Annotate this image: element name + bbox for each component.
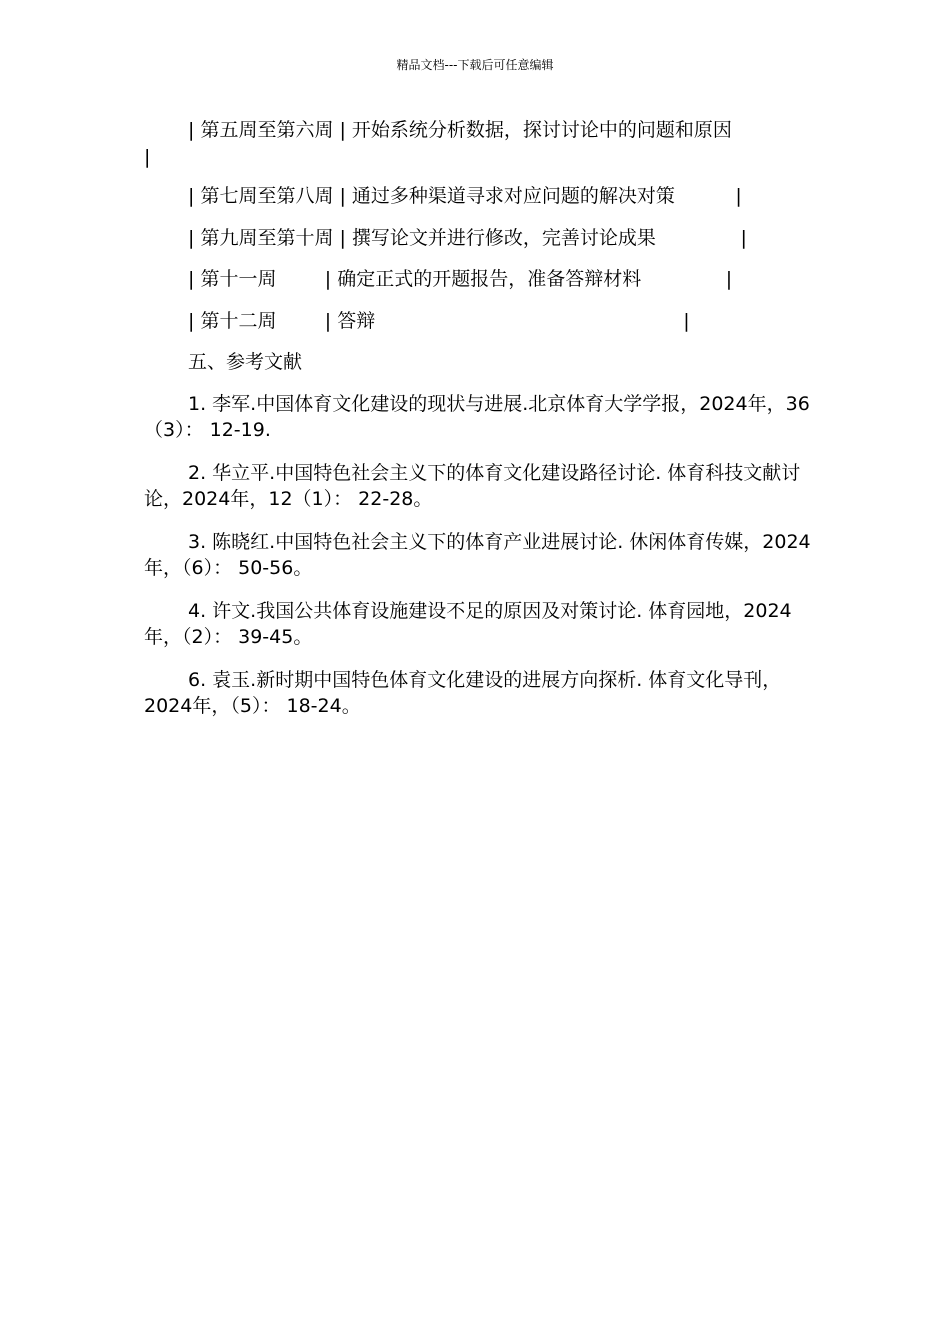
reference-text: 3. 陈晓红.中国特色社会主义下的体育产业进展讨论. 休闲体育传媒，2024年，（6）： 50-56。 xyxy=(144,531,811,579)
reference-item xyxy=(144,460,812,512)
reference-text: 2. 华立平.中国特色社会主义下的体育文化建设路径讨论. 体育科技文献讨论，2024年，12（1）： 22-28。 xyxy=(144,462,801,510)
reference-text: 6. 袁玉.新时期中国特色体育文化建设的进展方向探析. 体育文化导刊，2024年，（5）： 18-24。 xyxy=(144,669,782,717)
reference-text: 4. 许文.我国公共体育设施建设不足的原因及对策讨论. 体育园地，2024年，（2）： 39-45。 xyxy=(144,600,792,648)
schedule-row-2: | 第七周至第八周 | 通过多种渠道寻求对应问题的解决对策 | xyxy=(188,185,742,207)
schedule-row-1: | 第五周至第六周 | 开始系统分析数据，探讨讨论中的问题和原因 xyxy=(188,119,732,141)
reference-item xyxy=(144,529,812,581)
reference-item xyxy=(144,391,812,443)
schedule-row-3: | 第九周至第十周 | 撰写论文并进行修改，完善讨论成果 | xyxy=(188,227,747,249)
reference-text: 1. 李军.中国体育文化建设的现状与进展.北京体育大学学报，2024年，36（3）： 12-19. xyxy=(144,393,810,441)
reference-item xyxy=(144,598,812,650)
reference-item xyxy=(144,667,812,719)
schedule-row-1-continuation: | xyxy=(144,146,151,168)
schedule-row-4: | 第十一周 | 确定正式的开题报告，准备答辩材料 | xyxy=(188,268,733,290)
page-header: 精品文档---下载后可任意编辑 xyxy=(396,58,554,72)
schedule-row-5: | 第十二周 | 答辩 | xyxy=(188,310,690,332)
section-heading: 五、参考文献 xyxy=(188,351,303,373)
